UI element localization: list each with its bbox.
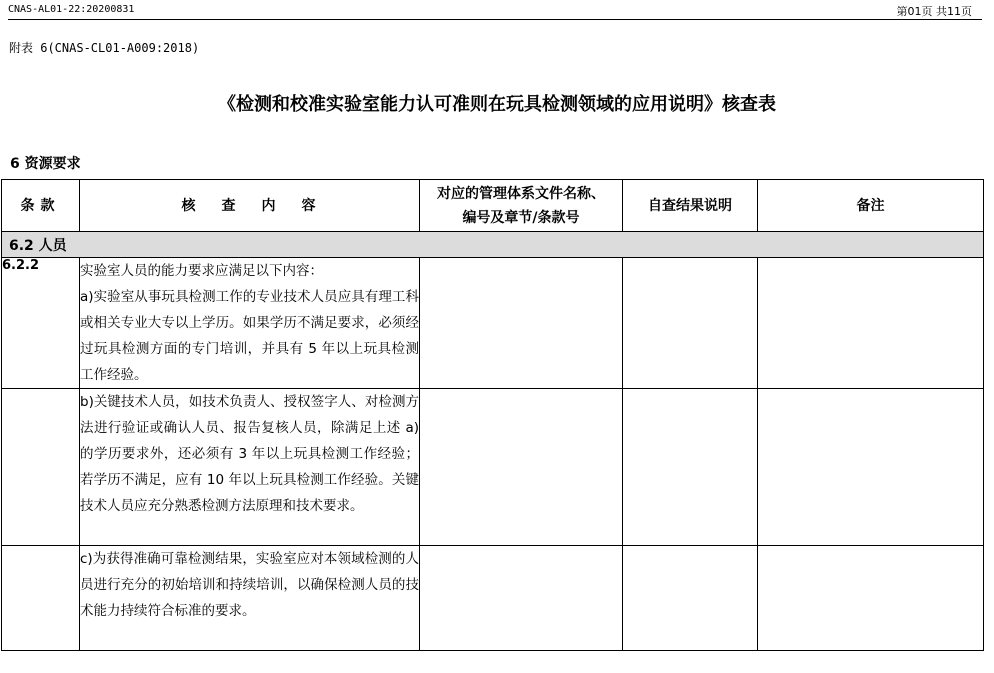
remarks-cell[interactable] xyxy=(758,258,984,389)
column-header-self-check: 自查结果说明 xyxy=(623,180,758,232)
column-header-document-reference xyxy=(420,180,623,232)
group-row-personnel xyxy=(2,232,984,258)
requirement-text: b)关键技术人员，如技术负责人、授权签字人、对检测方法进行验证或确认人员、报告复核人员，除满足上述 a)的学历要求外，还必须有 3 年以上玩具检测工作经验；若学历不满足，应有 10 年以上玩具检测工作经验。关键技术人员应充分熟悉检测方法原理和技术要求。 xyxy=(80,394,419,514)
page-number: 第01页 共11页 xyxy=(896,5,972,18)
table-row xyxy=(2,389,984,546)
self-check-cell[interactable] xyxy=(623,389,758,546)
document-code: CNAS-AL01-22:20200831 xyxy=(8,4,135,15)
document-reference-cell[interactable] xyxy=(420,389,623,546)
document-reference-line-2: 编号及章节/条款号 xyxy=(462,209,580,226)
remarks-cell[interactable] xyxy=(758,546,984,651)
column-header-remarks: 备注 xyxy=(758,180,984,232)
header-divider xyxy=(8,19,982,20)
requirement-content xyxy=(80,258,420,389)
section-title: 6 资源要求 xyxy=(10,156,81,172)
table-header-row xyxy=(2,180,984,232)
document-reference-cell[interactable] xyxy=(420,546,623,651)
requirement-text: a)实验室从事玩具检测工作的专业技术人员应具有理工科或相关专业大专以上学历。如果学历不满足要求，必须经过玩具检测方面的专门培训，并具有 5 年以上玩具检测工作经验。 xyxy=(80,289,419,383)
group-label: 6.2 人员 xyxy=(2,232,984,258)
self-check-cell[interactable] xyxy=(623,258,758,389)
clause-number: 6.2.2 xyxy=(2,258,80,389)
appendix-label: 附表 6(CNAS-CL01-A009:2018) xyxy=(9,41,200,55)
self-check-cell[interactable] xyxy=(623,546,758,651)
document-reference-cell[interactable] xyxy=(420,258,623,389)
column-header-content: 核查内容 xyxy=(80,180,420,232)
clause-number xyxy=(2,389,80,546)
remarks-cell[interactable] xyxy=(758,389,984,546)
table-row xyxy=(2,546,984,651)
requirement-content xyxy=(80,546,420,651)
requirement-content xyxy=(80,389,420,546)
document-title: 《检测和校准实验室能力认可准则在玩具检测领域的应用说明》核查表 xyxy=(218,94,776,115)
requirement-text: c)为获得准确可靠检测结果，实验室应对本领域检测的人员进行充分的初始培训和持续培训，以确保检测人员的技术能力持续符合标准的要求。 xyxy=(80,551,419,619)
clause-number xyxy=(2,546,80,651)
checklist-table xyxy=(1,179,984,651)
document-reference-line-1: 对应的管理体系文件名称、 xyxy=(437,185,605,202)
requirement-intro: 实验室人员的能力要求应满足以下内容： xyxy=(80,263,323,279)
table-row xyxy=(2,258,984,389)
column-header-clause: 条款 xyxy=(2,180,80,232)
